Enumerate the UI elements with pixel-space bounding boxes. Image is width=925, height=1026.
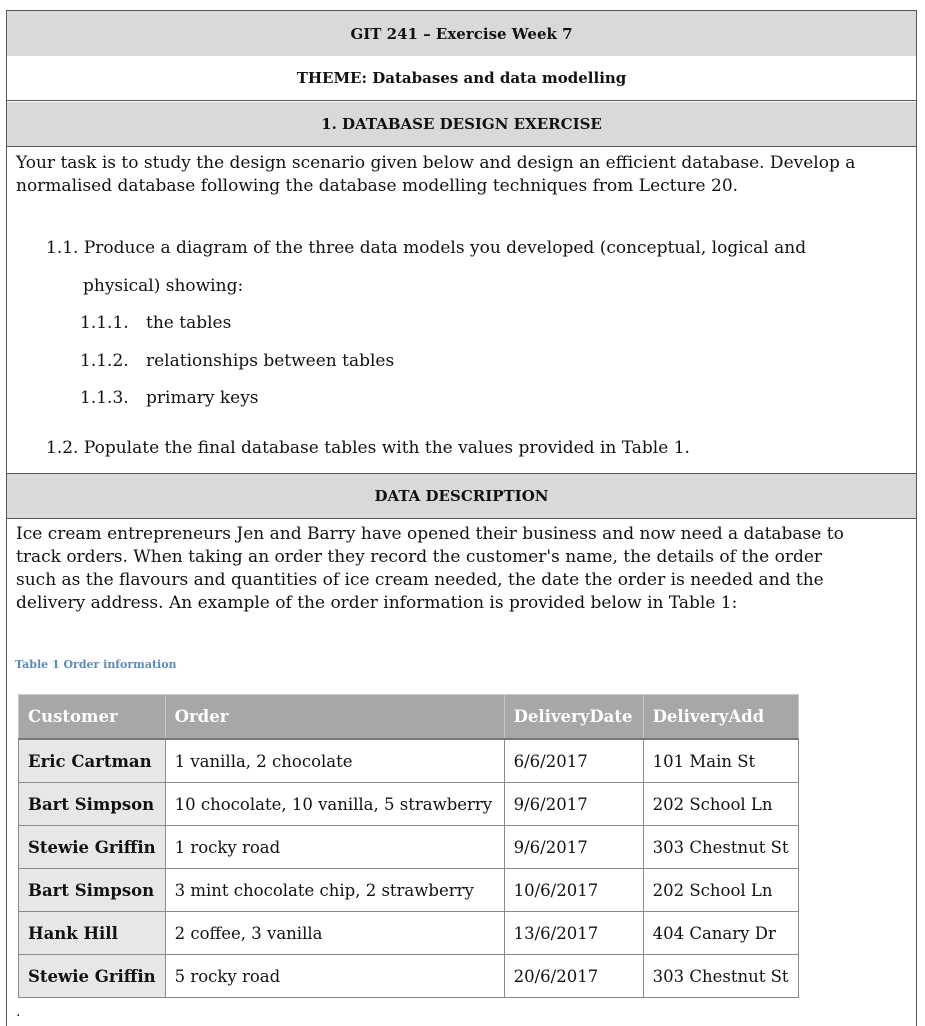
customer-cell: Stewie Griffin	[19, 826, 166, 869]
delivery-date-cell: 20/6/2017	[504, 955, 643, 998]
table-row	[19, 783, 799, 826]
description-line: such as the flavours and quantities of ice cream needed, the date the order is needed and the	[16, 570, 824, 590]
item-number: 1.1.2.	[80, 351, 129, 371]
item-number: 1.1.	[46, 238, 79, 258]
table-row	[19, 912, 799, 955]
order-table	[18, 694, 799, 998]
customer-cell: Stewie Griffin	[19, 955, 166, 998]
section1-band	[7, 102, 916, 147]
item-number: 1.1.3.	[80, 388, 129, 408]
description-line: Ice cream entrepreneurs Jen and Barry have opened their business and now need a database to	[16, 524, 844, 544]
order-cell: 3 mint chocolate chip, 2 strawberry	[165, 869, 504, 912]
description-line: delivery address. An example of the order information is provided below in Table 1:	[16, 593, 738, 613]
item-number: 1.2.	[46, 438, 79, 458]
list-item	[80, 351, 394, 371]
item-text: primary keys	[146, 388, 259, 408]
intro-line: Your task is to study the design scenario given below and design an efficient database. Develop a	[16, 153, 856, 173]
delivery-address-cell: 202 School Ln	[643, 783, 798, 826]
customer-cell: Hank Hill	[19, 912, 166, 955]
list-item	[46, 238, 806, 258]
delivery-date-cell: 9/6/2017	[504, 826, 643, 869]
section2-title: DATA DESCRIPTION	[374, 487, 549, 505]
section1-title: 1. DATABASE DESIGN EXERCISE	[321, 115, 602, 133]
table-header-row	[19, 695, 799, 740]
customer-cell: Bart Simpson	[19, 783, 166, 826]
order-cell: 1 rocky road	[165, 826, 504, 869]
column-header-delivery-date: DeliveryDate	[504, 695, 643, 740]
order-cell: 5 rocky road	[165, 955, 504, 998]
item-text: Produce a diagram of the three data models you developed (conceptual, logical and	[83, 238, 807, 258]
delivery-date-cell: 6/6/2017	[504, 739, 643, 783]
intro-line: normalised database following the database modelling techniques from Lecture 20.	[16, 176, 739, 196]
description-line: track orders. When taking an order they record the customer's name, the details of the order	[16, 547, 823, 567]
delivery-address-cell: 303 Chestnut St	[643, 955, 798, 998]
course-title: GIT 241 – Exercise Week 7	[350, 24, 573, 43]
order-cell: 2 coffee, 3 vanilla	[165, 912, 504, 955]
table-row	[19, 955, 799, 998]
customer-cell: Eric Cartman	[19, 739, 166, 783]
item-number: 1.1.1.	[80, 313, 129, 333]
item-text: relationships between tables	[146, 351, 395, 371]
delivery-address-cell: 101 Main St	[643, 739, 798, 783]
list-item	[80, 313, 231, 333]
item-text: the tables	[146, 313, 232, 333]
list-item-continuation	[83, 276, 243, 296]
data-description	[7, 523, 916, 615]
column-header-order: Order	[165, 695, 504, 740]
section2-band	[7, 473, 916, 519]
section1-intro	[7, 152, 916, 198]
delivery-date-cell: 10/6/2017	[504, 869, 643, 912]
item-text: Populate the final database tables with the values provided in Table 1.	[83, 438, 690, 458]
course-title-band	[7, 10, 916, 57]
delivery-address-cell: 404 Canary Dr	[643, 912, 798, 955]
delivery-date-cell: 13/6/2017	[504, 912, 643, 955]
item-text: physical) showing:	[83, 276, 244, 296]
order-cell: 10 chocolate, 10 vanilla, 5 strawberry	[165, 783, 504, 826]
column-header-customer: Customer	[19, 695, 166, 740]
column-header-delivery-address: DeliveryAdd	[643, 695, 798, 740]
theme-band	[7, 56, 916, 101]
delivery-date-cell: 9/6/2017	[504, 783, 643, 826]
trailing-period: .	[16, 1004, 21, 1020]
theme-title: THEME: Databases and data modelling	[296, 69, 627, 87]
order-cell: 1 vanilla, 2 chocolate	[165, 739, 504, 783]
table-row	[19, 739, 799, 783]
delivery-address-cell: 303 Chestnut St	[643, 826, 798, 869]
list-item	[80, 388, 259, 408]
customer-cell: Bart Simpson	[19, 869, 166, 912]
table-row	[19, 826, 799, 869]
document-page	[6, 10, 917, 1026]
delivery-address-cell: 202 School Ln	[643, 869, 798, 912]
list-item	[46, 438, 690, 458]
table-caption: Table 1 Order information	[15, 658, 177, 671]
table-row	[19, 869, 799, 912]
